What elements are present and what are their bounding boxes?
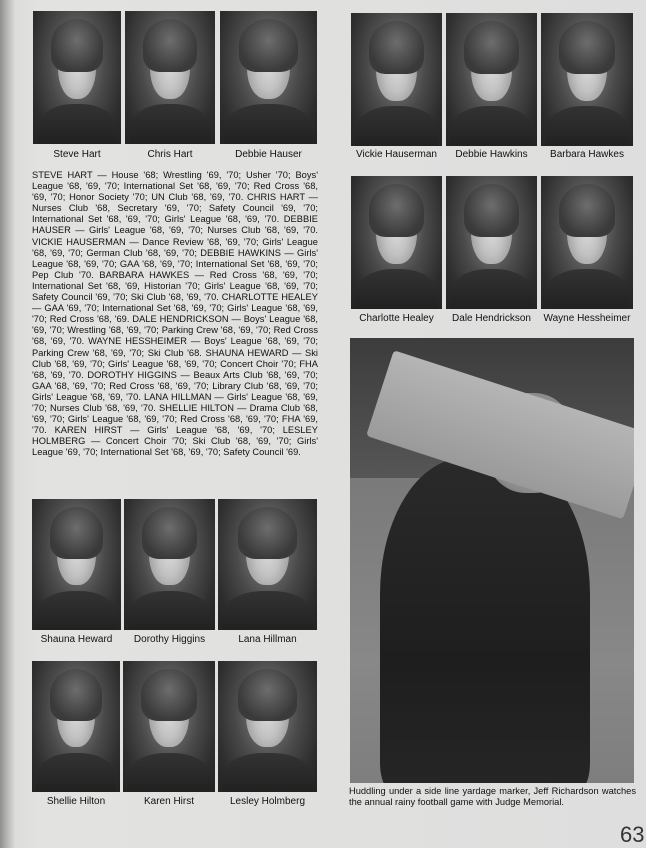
portrait-vickie-hauserman [351,13,442,146]
portrait-chris-hart [125,11,215,144]
caption-barbara-hawkes: Barbara Hawkes [550,149,624,160]
portrait-karen-hirst [123,661,215,792]
caption-steve-hart: Steve Hart [53,149,101,160]
caption-debbie-hawkins: Debbie Hawkins [455,149,528,160]
candid-photo-caption: Huddling under a side line yardage marker, Jeff Richardson watches the annual rainy football game with Judge Memorial. [349,786,636,807]
portrait-dorothy-higgins [124,499,215,630]
portrait-debbie-hawkins [446,13,537,146]
caption-debbie-hauser: Debbie Hauser [235,149,302,160]
portrait-lesley-holmberg [218,661,317,792]
portrait-barbara-hawkes [541,13,633,146]
portrait-charlotte-healey [351,176,442,309]
page-number: 63 [620,822,645,847]
caption-lesley-holmberg: Lesley Holmberg [229,796,306,807]
page-binding [0,0,14,848]
portrait-shauna-heward [32,499,121,630]
portrait-lana-hillman [218,499,317,630]
caption-vickie-hauserman: Vickie Hauserman [356,149,437,160]
caption-charlotte-healey: Charlotte Healey [359,313,434,324]
portrait-steve-hart [33,11,121,144]
caption-karen-hirst: Karen Hirst [143,796,194,807]
caption-chris-hart: Chris Hart [147,149,193,160]
caption-shellie-hilton: Shellie Hilton [46,796,106,807]
portrait-debbie-hauser [220,11,317,144]
caption-lana-hillman: Lana Hillman [238,634,297,645]
caption-dorothy-higgins: Dorothy Higgins [133,634,206,645]
portrait-wayne-hessheimer [541,176,633,309]
caption-dale-hendrickson: Dale Hendrickson [452,313,531,324]
portrait-shellie-hilton [32,661,120,792]
student-activities-text: STEVE HART — House '68; Wrestling '69, '70; Usher '70; Boys' League '68, '69, '70; International Set '68, '69, '70; Red Cross '68, '69, '70; Honor Society '70; UN Club '68, '69, '70. CHRIS HART — Nurses Club '68, Secretary '69, '70; Safety Council '69, '70; International Set '68, '69, '70; Girls' League '68, '69, '70. DEBBIE HAUSER — Girls' League '68, '69, '70; Nurses Club '68, '69, '70. VICKIE HAUSERMAN — Dance Review '68, '69, '70; Girls' League '68, '69, '70; German Club '68, '69, '70; DEBBIE HAWKINS — Girls' League '68, '69, '70; GAA '68, '69, '70; International Set '68, '69, '70; Pep Club '70. BARBARA HAWKES — Red Cross '68, '69, '70; International Set '68, '69, Historian '70; Girls' League '68, '69, '70; Safety Council '69, '70; Ski Club '68, '69, '70. CHARLOTTE HEALEY — GAA '69, '70; International Set '68, '69, '70; Girls' League '68, '69, '70; Red Cross '68, '69. DALE HENDRICKSON — Boys' League '68, '69, '70; Wrestling '68, '69, '70; Parking Crew '68, '69, '70; Red Cross '68, '69, '70. WAYNE HESSHEIMER — Boys' League '68, '69, '70; Parking Crew '68, '69, '70; Ski Club '68. SHAUNA HEWARD — Ski Club '68, '69, '70; Girls' League '68, '69, '70; Concert Choir '70; FHA '68, '69, '70. DOROTHY HIGGINS — Beaux Arts Club '68, '69, '70; GAA '68, '69, '70; Red Cross '68, '69, '70; Library Club '68, '69, '70; Girls' League '68, '69, '70. LANA HILLMAN — Girls' League '68, '69, '70; Nurses Club '68, '69, '70. SHELLIE HILTON — Drama Club '68, '69, '70; Girls' League '68, '69, '70; Red Cross '68, '69, '70; FHA '69, '70. KAREN HIRST — Girls' League '68, '69, '70; LESLEY HOLMBERG — Concert Choir '70; Ski Club '68, '69, '70; Girls' League '69, '70; International Set '68, '69, '70; Safety Council '69. [32,170,318,458]
portrait-dale-hendrickson [446,176,537,309]
caption-shauna-heward: Shauna Heward [40,634,113,645]
candid-photo-yardage-marker [350,338,634,783]
caption-wayne-hessheimer: Wayne Hessheimer [543,313,631,324]
